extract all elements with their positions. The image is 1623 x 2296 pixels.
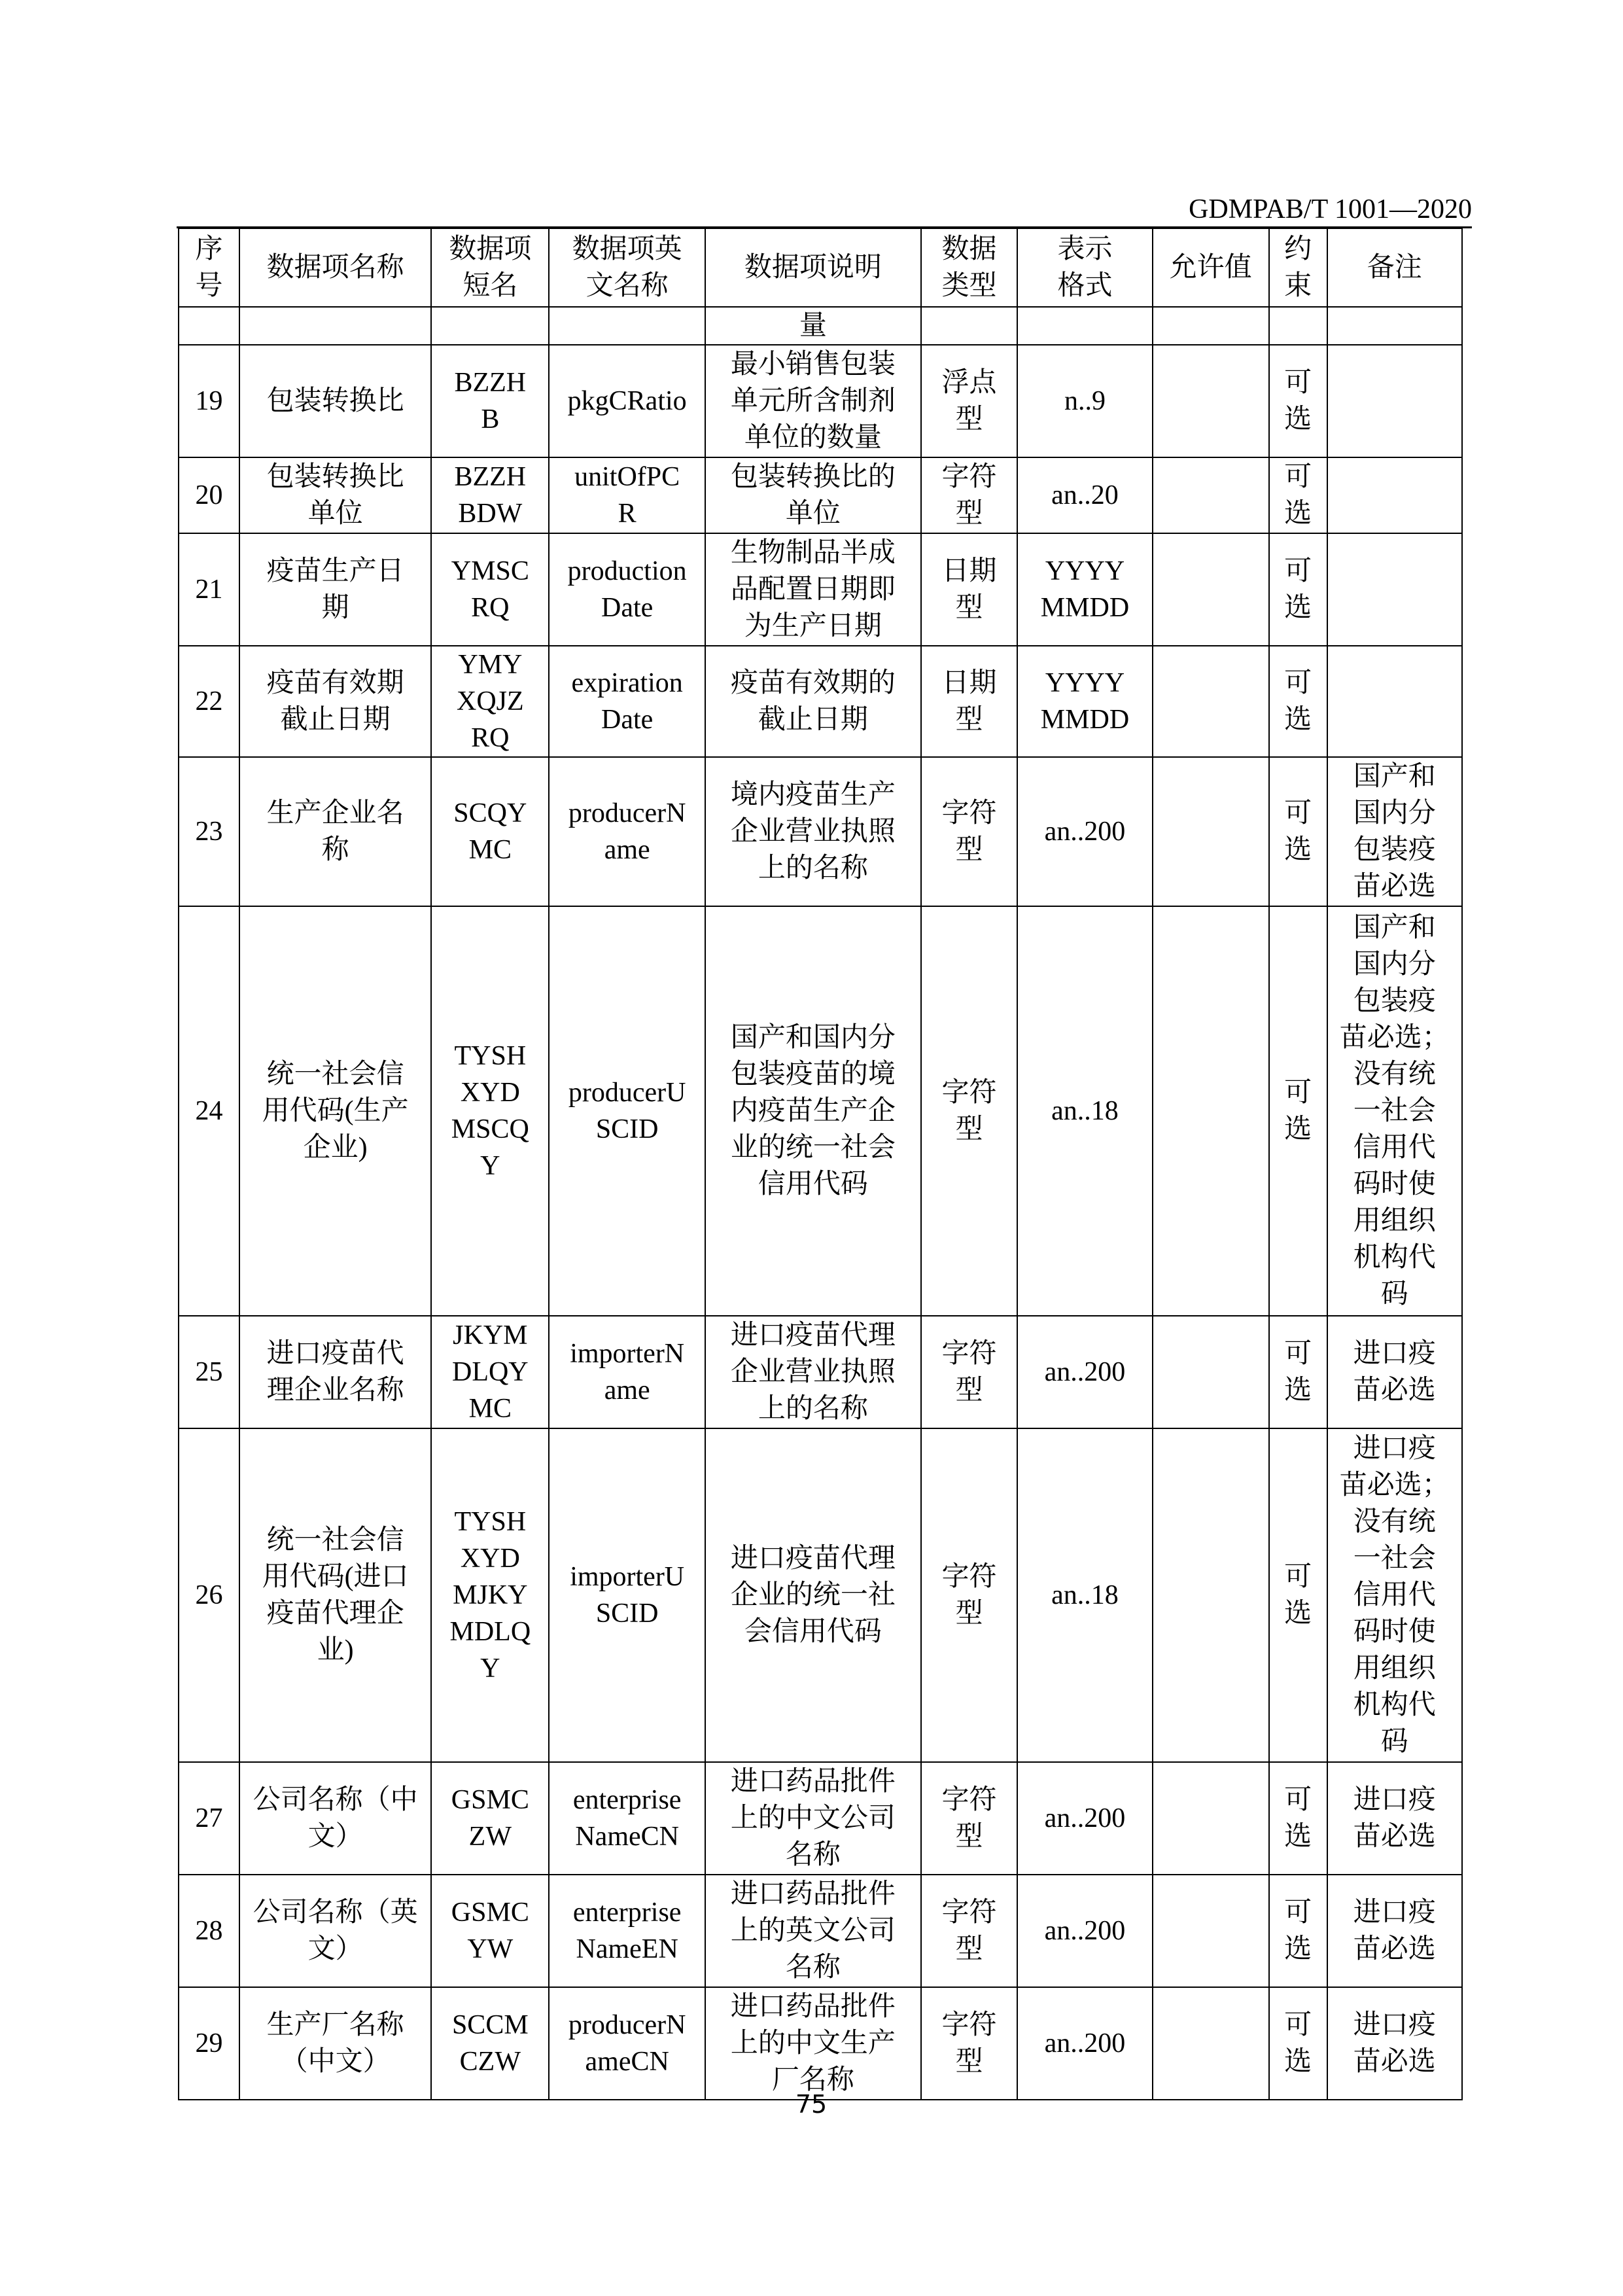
cell-data-type: 日期 型 <box>921 533 1018 646</box>
table-row <box>179 1987 1462 2100</box>
cell-data-type: 日期 型 <box>921 646 1018 757</box>
cell-english-name: producerN ameCN <box>549 1987 705 2100</box>
cell-constraint: 可 选 <box>1269 906 1327 1316</box>
cell-format: an..18 <box>1017 1428 1152 1762</box>
cell-description: 进口疫苗代理 企业营业执照 上的名称 <box>705 1316 921 1428</box>
cell-short-name: BZZH B <box>431 345 549 457</box>
cell-item-name: 包装转换比 单位 <box>239 457 431 533</box>
cell-seq: 24 <box>179 906 239 1316</box>
cell-english-name <box>549 307 705 345</box>
cell-allowed-values <box>1153 757 1269 906</box>
cell-format: an..200 <box>1017 1762 1152 1875</box>
cell-allowed-values <box>1153 1875 1269 1987</box>
cell-item-name: 疫苗生产日 期 <box>239 533 431 646</box>
cell-data-type: 浮点 型 <box>921 345 1018 457</box>
cell-format: an..200 <box>1017 1987 1152 2100</box>
cell-item-name <box>239 307 431 345</box>
cell-constraint: 可 选 <box>1269 1987 1327 2100</box>
cell-item-name: 公司名称（中 文） <box>239 1762 431 1875</box>
cell-constraint: 可 选 <box>1269 1428 1327 1762</box>
table-row <box>179 1875 1462 1987</box>
cell-seq: 25 <box>179 1316 239 1428</box>
cell-short-name: GSMC YW <box>431 1875 549 1987</box>
cell-english-name: importerU SCID <box>549 1428 705 1762</box>
cell-data-type: 字符 型 <box>921 1875 1018 1987</box>
cell-short-name: TYSH XYD MJKY MDLQ Y <box>431 1428 549 1762</box>
cell-format: an..20 <box>1017 457 1152 533</box>
cell-seq: 26 <box>179 1428 239 1762</box>
cell-english-name: producerU SCID <box>549 906 705 1316</box>
table-row <box>179 345 1462 457</box>
cell-format: YYYY MMDD <box>1017 646 1152 757</box>
cell-allowed-values <box>1153 1316 1269 1428</box>
cell-constraint: 可 选 <box>1269 1762 1327 1875</box>
cell-english-name: producerN ame <box>549 757 705 906</box>
cell-data-type: 字符 型 <box>921 1316 1018 1428</box>
cell-description: 最小销售包装 单元所含制剂 单位的数量 <box>705 345 921 457</box>
header-data-type: 数据 类型 <box>921 228 1018 307</box>
cell-short-name: SCQY MC <box>431 757 549 906</box>
cell-english-name: importerN ame <box>549 1316 705 1428</box>
cell-format: an..18 <box>1017 906 1152 1316</box>
cell-data-type: 字符 型 <box>921 1987 1018 2100</box>
table-row <box>179 533 1462 646</box>
cell-short-name: SCCM CZW <box>431 1987 549 2100</box>
cell-constraint: 可 选 <box>1269 1316 1327 1428</box>
cell-data-type <box>921 307 1018 345</box>
cell-item-name: 统一社会信 用代码(进口 疫苗代理企 业) <box>239 1428 431 1762</box>
cell-remarks: 国产和 国内分 包装疫 苗必选； 没有统 一社会 信用代 码时使 用组织 机构代 码 <box>1327 906 1462 1316</box>
table-row <box>179 646 1462 757</box>
cell-english-name: enterprise NameEN <box>549 1875 705 1987</box>
cell-allowed-values <box>1153 457 1269 533</box>
cell-english-name: expiration Date <box>549 646 705 757</box>
cell-description: 生物制品半成 品配置日期即 为生产日期 <box>705 533 921 646</box>
header-remarks: 备注 <box>1327 228 1462 307</box>
cell-item-name: 生产企业名 称 <box>239 757 431 906</box>
cell-seq: 19 <box>179 345 239 457</box>
cell-seq: 23 <box>179 757 239 906</box>
table-row <box>179 1316 1462 1428</box>
cell-item-name: 统一社会信 用代码(生产 企业) <box>239 906 431 1316</box>
cell-remarks: 进口疫 苗必选； 没有统 一社会 信用代 码时使 用组织 机构代 码 <box>1327 1428 1462 1762</box>
header-english-name: 数据项英 文名称 <box>549 228 705 307</box>
cell-short-name: GSMC ZW <box>431 1762 549 1875</box>
cell-allowed-values <box>1153 906 1269 1316</box>
cell-seq: 22 <box>179 646 239 757</box>
table-header-row <box>179 228 1462 307</box>
cell-remarks: 进口疫 苗必选 <box>1327 1875 1462 1987</box>
data-item-table <box>178 228 1463 2100</box>
cell-constraint: 可 选 <box>1269 757 1327 906</box>
cell-data-type: 字符 型 <box>921 1762 1018 1875</box>
cell-allowed-values <box>1153 533 1269 646</box>
table-row <box>179 1428 1462 1762</box>
cell-english-name: pkgCRatio <box>549 345 705 457</box>
cell-seq: 20 <box>179 457 239 533</box>
cell-constraint: 可 选 <box>1269 533 1327 646</box>
cell-short-name: YMY XQJZ RQ <box>431 646 549 757</box>
cell-constraint: 可 选 <box>1269 457 1327 533</box>
cell-seq: 28 <box>179 1875 239 1987</box>
cell-format: an..200 <box>1017 1316 1152 1428</box>
cell-data-type: 字符 型 <box>921 906 1018 1316</box>
cell-constraint: 可 选 <box>1269 1875 1327 1987</box>
cell-description: 境内疫苗生产 企业营业执照 上的名称 <box>705 757 921 906</box>
cell-allowed-values <box>1153 1987 1269 2100</box>
cell-description: 进口药品批件 上的中文公司 名称 <box>705 1762 921 1875</box>
cell-constraint: 可 选 <box>1269 345 1327 457</box>
cell-short-name: TYSH XYD MSCQ Y <box>431 906 549 1316</box>
cell-description: 进口疫苗代理 企业的统一社 会信用代码 <box>705 1428 921 1762</box>
cell-description: 进口药品批件 上的英文公司 名称 <box>705 1875 921 1987</box>
cell-remarks: 进口疫 苗必选 <box>1327 1316 1462 1428</box>
cell-item-name: 疫苗有效期 截止日期 <box>239 646 431 757</box>
cell-remarks <box>1327 307 1462 345</box>
header-short-name: 数据项 短名 <box>431 228 549 307</box>
cell-description: 量 <box>705 307 921 345</box>
cell-allowed-values <box>1153 345 1269 457</box>
cell-description: 疫苗有效期的 截止日期 <box>705 646 921 757</box>
cell-seq: 29 <box>179 1987 239 2100</box>
table-body <box>179 307 1462 2100</box>
cell-description: 包装转换比的 单位 <box>705 457 921 533</box>
cell-english-name: production Date <box>549 533 705 646</box>
table-row <box>179 757 1462 906</box>
cell-english-name: unitOfPC R <box>549 457 705 533</box>
cell-constraint: 可 选 <box>1269 646 1327 757</box>
cell-remarks <box>1327 533 1462 646</box>
cell-item-name: 包装转换比 <box>239 345 431 457</box>
cell-seq: 27 <box>179 1762 239 1875</box>
header-constraint: 约 束 <box>1269 228 1327 307</box>
cell-remarks: 进口疫 苗必选 <box>1327 1762 1462 1875</box>
cell-item-name: 进口疫苗代 理企业名称 <box>239 1316 431 1428</box>
cell-data-type: 字符 型 <box>921 757 1018 906</box>
cell-item-name: 公司名称（英 文） <box>239 1875 431 1987</box>
cell-remarks: 进口疫 苗必选 <box>1327 1987 1462 2100</box>
cell-format <box>1017 307 1152 345</box>
cell-remarks <box>1327 646 1462 757</box>
table-row <box>179 906 1462 1316</box>
header-seq: 序 号 <box>179 228 239 307</box>
cell-short-name <box>431 307 549 345</box>
header-item-name: 数据项名称 <box>239 228 431 307</box>
cell-allowed-values <box>1153 1762 1269 1875</box>
cell-data-type: 字符 型 <box>921 1428 1018 1762</box>
cell-allowed-values <box>1153 646 1269 757</box>
cell-format: n..9 <box>1017 345 1152 457</box>
cell-format: YYYY MMDD <box>1017 533 1152 646</box>
cell-seq <box>179 307 239 345</box>
cell-allowed-values <box>1153 307 1269 345</box>
cell-format: an..200 <box>1017 1875 1152 1987</box>
standard-code: GDMPAB/T 1001—2020 <box>1189 194 1472 224</box>
cell-english-name: enterprise NameCN <box>549 1762 705 1875</box>
cell-remarks <box>1327 457 1462 533</box>
header-format: 表示 格式 <box>1017 228 1152 307</box>
cell-item-name: 生产厂名称 （中文） <box>239 1987 431 2100</box>
table-row <box>179 1762 1462 1875</box>
cell-short-name: BZZH BDW <box>431 457 549 533</box>
cell-short-name: JKYM DLQY MC <box>431 1316 549 1428</box>
cell-format: an..200 <box>1017 757 1152 906</box>
page-number: 75 <box>795 2090 828 2119</box>
cell-allowed-values <box>1153 1428 1269 1762</box>
header-description: 数据项说明 <box>705 228 921 307</box>
table-row <box>179 457 1462 533</box>
cell-short-name: YMSC RQ <box>431 533 549 646</box>
cell-description: 国产和国内分 包装疫苗的境 内疫苗生产企 业的统一社会 信用代码 <box>705 906 921 1316</box>
cell-remarks: 国产和 国内分 包装疫 苗必选 <box>1327 757 1462 906</box>
cell-constraint <box>1269 307 1327 345</box>
cell-description: 进口药品批件 上的中文生产 厂名称 <box>705 1987 921 2100</box>
table-row <box>179 307 1462 345</box>
header-allowed-values: 允许值 <box>1153 228 1269 307</box>
cell-remarks <box>1327 345 1462 457</box>
cell-seq: 21 <box>179 533 239 646</box>
cell-data-type: 字符 型 <box>921 457 1018 533</box>
